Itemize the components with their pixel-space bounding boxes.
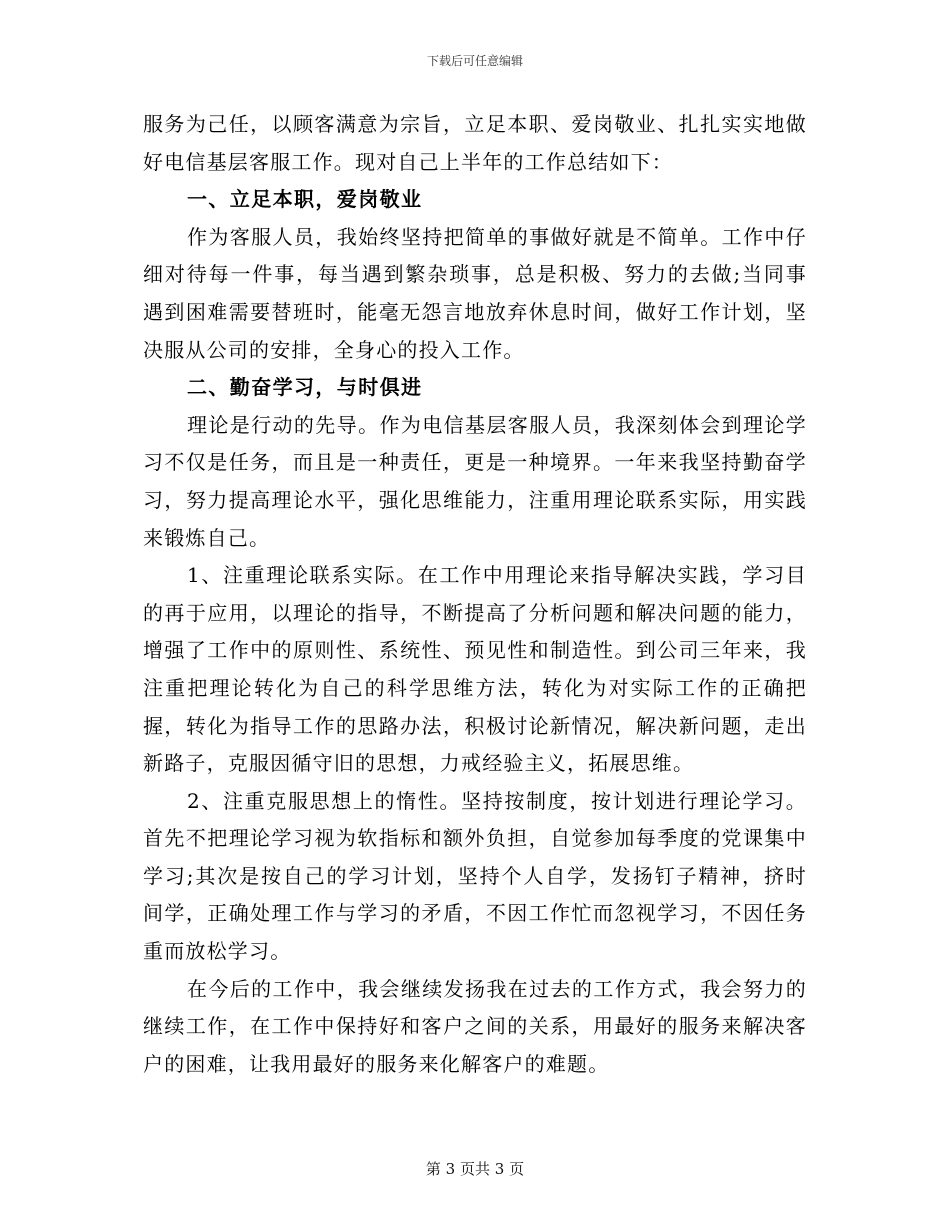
document-body — [143, 106, 807, 1083]
paragraph-point-1: 1、注重理论联系实际。在工作中用理论来指导解决实践，学习目的再于应用，以理论的指导，不断提高了分析问题和解决问题的能力，增强了工作中的原则性、系统性、预见性和制造性。到公司三年来，我注重把理论转化为自己的科学思维方法，转化为对实际工作的正确把握，转化为指导工作的思路办法，积极讨论新情况，解决新问题，走出新路子，克服因循守旧的思想，力戒经验主义，拓展思维。 — [143, 563, 807, 776]
paragraph-conclusion: 在今后的工作中，我会继续发扬我在过去的工作方式，我会努力的继续工作，在工作中保持好和客户之间的关系，用最好的服务来解决客户的困难，让我用最好的服务来化解客户的难题。 — [143, 976, 807, 1076]
page-footer: 第 3 页共 3 页 — [425, 1160, 525, 1178]
page-header: 下载后可任意编辑 — [426, 54, 523, 68]
paragraph-continuation: 服务为己任，以顾客满意为宗旨，立足本职、爱岗敬业、扎扎实实地做好电信基层客服工作。现对自己上半年的工作总结如下： — [143, 112, 807, 174]
paragraph-section-1: 作为客服人员，我始终坚持把简单的事做好就是不简单。工作中仔细对待每一件事，每当遇到繁杂琐事，总是积极、努力的去做;当同事遇到困难需要替班时，能毫无怨言地放弃休息时间，做好工作计划，坚决服从公司的安排，全身心的投入工作。 — [143, 224, 807, 362]
paragraph-section-2-intro: 理论是行动的先导。作为电信基层客服人员，我深刻体会到理论学习不仅是任务，而且是一种责任，更是一种境界。一年来我坚持勤奋学习，努力提高理论水平，强化思维能力，注重用理论联系实际，用实践来锻炼自己。 — [143, 412, 807, 550]
section-heading-1: 一、立足本职，爱岗敬业 — [187, 187, 423, 212]
section-heading-2: 二、勤奋学习，与时俱进 — [187, 375, 423, 400]
paragraph-point-2: 2、注重克服思想上的惰性。坚持按制度，按计划进行理论学习。首先不把理论学习视为软指标和额外负担，自觉参加每季度的党课集中学习;其次是按自己的学习计划，坚持个人自学，发扬钉子精神，挤时间学，正确处理工作与学习的矛盾，不因工作忙而忽视学习，不因任务重而放松学习。 — [143, 788, 807, 964]
